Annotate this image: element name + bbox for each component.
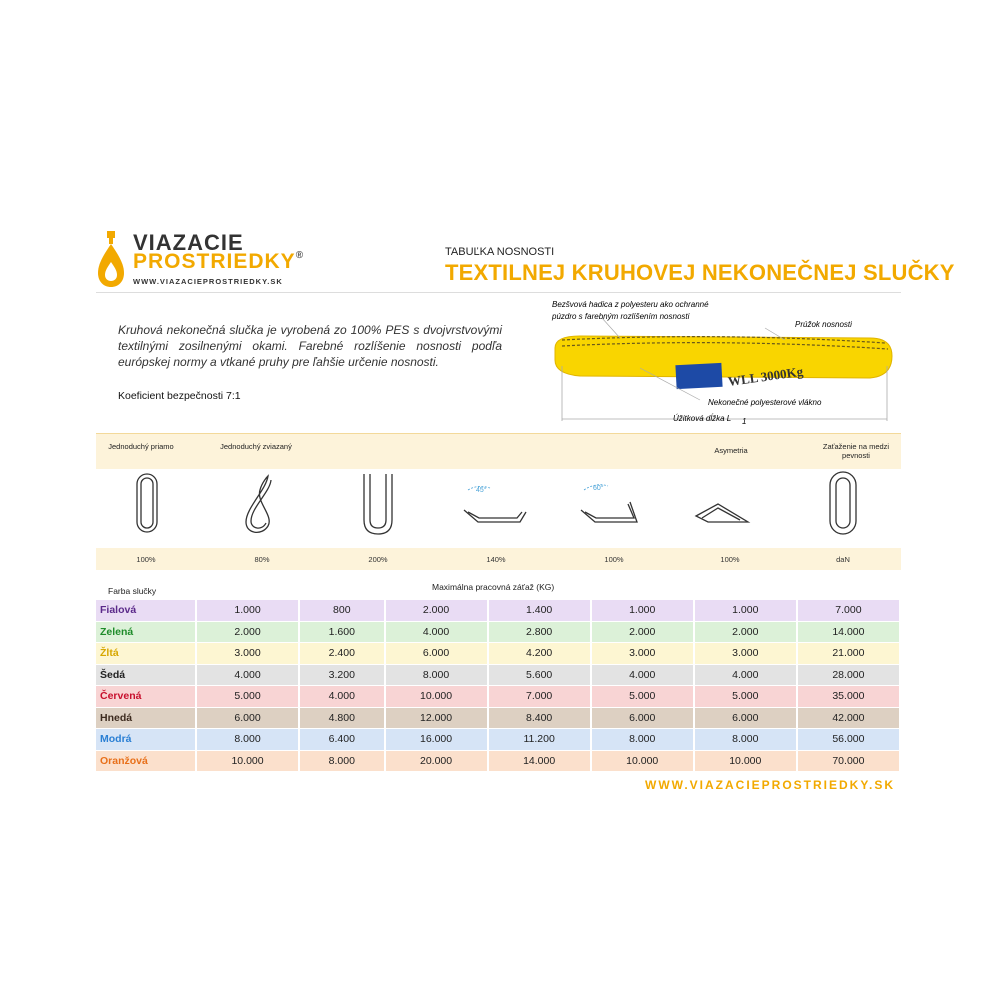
color-name-cell: Oranžová bbox=[96, 750, 196, 772]
ann-length: Úžitková dĺžka L bbox=[673, 414, 732, 423]
factor-7: daN bbox=[836, 555, 850, 564]
table-label: TABUĽKA NOSNOSTI bbox=[445, 246, 555, 258]
registered-mark: ® bbox=[295, 250, 305, 261]
load-value-cell: 1.400 bbox=[488, 600, 591, 621]
asymmetric-icon bbox=[696, 504, 748, 522]
modes-header-band bbox=[96, 433, 901, 469]
load-value-cell: 1.000 bbox=[591, 600, 694, 621]
color-name-cell: Červená bbox=[96, 686, 196, 708]
ann-hose-2: púzdro s farebným rozlíšením nosnosti bbox=[552, 312, 690, 321]
load-value-cell: 2.000 bbox=[196, 621, 299, 643]
load-value-cell: 7.000 bbox=[797, 600, 900, 621]
mode-header-6: Asymetria bbox=[714, 446, 748, 455]
load-value-cell: 70.000 bbox=[797, 750, 900, 772]
load-value-cell: 8.000 bbox=[591, 729, 694, 751]
factor-3: 200% bbox=[368, 555, 388, 564]
load-value-cell: 4.000 bbox=[385, 621, 488, 643]
load-value-cell: 16.000 bbox=[385, 729, 488, 751]
choke-lift-icon bbox=[246, 476, 271, 532]
brand-line2 bbox=[133, 250, 304, 274]
load-value-cell: 6.000 bbox=[385, 643, 488, 665]
load-value-cell: 5.000 bbox=[694, 686, 797, 708]
footer-url: WWW.VIAZACIEPROSTRIEDKY.SK bbox=[645, 778, 896, 792]
color-name-cell: Zelená bbox=[96, 621, 196, 643]
mode-header-1: Jednoduchý priamo bbox=[108, 442, 174, 451]
load-value-cell: 4.000 bbox=[591, 664, 694, 686]
color-name-cell: Šedá bbox=[96, 664, 196, 686]
load-value-cell: 14.000 bbox=[488, 750, 591, 772]
load-value-cell: 7.000 bbox=[488, 686, 591, 708]
load-value-cell: 42.000 bbox=[797, 707, 900, 729]
load-value-cell: 35.000 bbox=[797, 686, 900, 708]
load-value-cell: 5.600 bbox=[488, 664, 591, 686]
lifting-modes-pictograms bbox=[96, 468, 901, 548]
load-value-cell: 1.000 bbox=[694, 600, 797, 621]
breaking-load-icon bbox=[830, 472, 856, 534]
load-value-cell: 2.400 bbox=[299, 643, 384, 665]
wll-tag bbox=[675, 363, 722, 389]
basket-lift-icon bbox=[364, 474, 392, 534]
load-value-cell: 2.000 bbox=[694, 621, 797, 643]
brand-line1: VIAZACIE bbox=[133, 230, 244, 255]
load-value-cell: 14.000 bbox=[797, 621, 900, 643]
factors-band bbox=[96, 548, 901, 570]
load-value-cell: 800 bbox=[299, 600, 384, 621]
wll-tag-text: WLL 3000Kg bbox=[727, 363, 804, 389]
load-value-cell: 6.000 bbox=[694, 707, 797, 729]
table-row bbox=[96, 643, 900, 665]
header-divider bbox=[96, 292, 901, 293]
table-row bbox=[96, 750, 900, 772]
load-value-cell: 4.800 bbox=[299, 707, 384, 729]
load-table bbox=[96, 600, 901, 772]
load-value-cell: 5.000 bbox=[591, 686, 694, 708]
mode-header-7: Zaťaženie na medzi pevnosti bbox=[822, 442, 890, 460]
load-value-cell: 4.000 bbox=[694, 664, 797, 686]
load-value-cell: 6.000 bbox=[196, 707, 299, 729]
load-value-cell: 3.200 bbox=[299, 664, 384, 686]
load-value-cell: 5.000 bbox=[196, 686, 299, 708]
load-value-cell: 6.400 bbox=[299, 729, 384, 751]
load-value-cell: 10.000 bbox=[591, 750, 694, 772]
load-value-cell: 4.000 bbox=[196, 664, 299, 686]
basket-60-icon bbox=[581, 484, 637, 522]
color-name-cell: Hnedá bbox=[96, 707, 196, 729]
safety-coefficient: Koeficient bezpečnosti 7:1 bbox=[118, 390, 241, 402]
brand-url: WWW.VIAZACIEPROSTRIEDKY.SK bbox=[133, 277, 283, 286]
load-value-cell: 8.000 bbox=[694, 729, 797, 751]
load-value-cell: 21.000 bbox=[797, 643, 900, 665]
factor-5: 100% bbox=[604, 555, 624, 564]
load-value-cell: 56.000 bbox=[797, 729, 900, 751]
load-value-cell: 11.200 bbox=[488, 729, 591, 751]
load-value-cell: 10.000 bbox=[694, 750, 797, 772]
table-row bbox=[96, 664, 900, 686]
load-value-cell: 10.000 bbox=[196, 750, 299, 772]
angle-60-label: 60° bbox=[593, 485, 604, 492]
page-title: TEXTILNEJ KRUHOVEJ NEKONEČNEJ SLUČKY bbox=[445, 260, 955, 285]
load-value-cell: 1.600 bbox=[299, 621, 384, 643]
factor-6: 100% bbox=[720, 555, 740, 564]
load-value-cell: 2.000 bbox=[385, 600, 488, 621]
load-value-cell: 8.000 bbox=[385, 664, 488, 686]
load-value-cell: 4.200 bbox=[488, 643, 591, 665]
color-name-cell: Fialová bbox=[96, 600, 196, 621]
sling-illustration bbox=[540, 296, 900, 431]
hook-logo-icon bbox=[96, 229, 126, 289]
load-value-cell: 20.000 bbox=[385, 750, 488, 772]
load-value-cell: 6.000 bbox=[591, 707, 694, 729]
ann-hose: Bezšvová hadica z polyesteru ako ochranné bbox=[552, 300, 709, 309]
factor-1: 100% bbox=[136, 555, 156, 564]
load-value-cell: 2.800 bbox=[488, 621, 591, 643]
table-row bbox=[96, 686, 900, 708]
ann-stripe: Prúžok nosnosti bbox=[795, 320, 852, 329]
load-value-cell: 3.000 bbox=[196, 643, 299, 665]
basket-45-icon bbox=[464, 486, 526, 522]
table-row bbox=[96, 707, 900, 729]
ann-fiber: Nekonečné polyesterové vlákno bbox=[708, 398, 822, 407]
load-value-cell: 8.000 bbox=[299, 750, 384, 772]
straight-lift-icon bbox=[137, 474, 157, 532]
factor-2: 80% bbox=[254, 555, 270, 564]
factor-4: 140% bbox=[486, 555, 506, 564]
color-column-header: Farba slučky bbox=[108, 586, 157, 596]
load-value-cell: 3.000 bbox=[694, 643, 797, 665]
angle-45-label: 45° bbox=[476, 487, 487, 494]
load-value-cell: 8.000 bbox=[196, 729, 299, 751]
brand-line2-text: PROSTRIEDKY bbox=[133, 250, 296, 273]
load-value-cell: 4.000 bbox=[299, 686, 384, 708]
table-row bbox=[96, 621, 900, 643]
load-value-cell: 12.000 bbox=[385, 707, 488, 729]
product-description: Kruhová nekonečná slučka je vyrobená zo 100% PES s dvojvrstvovými textilnými zosilnenými okami. Farebné rozlíšenie nosnosti podľa európskej normy a vtkané pruhy pre ľahšie určenie nosnosti. bbox=[118, 323, 502, 369]
load-value-cell: 1.000 bbox=[196, 600, 299, 621]
table-row bbox=[96, 600, 900, 621]
mode-header-2: Jednoduchý zviazaný bbox=[220, 442, 292, 451]
table-row bbox=[96, 729, 900, 751]
load-value-cell: 2.000 bbox=[591, 621, 694, 643]
color-name-cell: Žltá bbox=[96, 643, 196, 665]
load-value-cell: 28.000 bbox=[797, 664, 900, 686]
load-value-cell: 8.400 bbox=[488, 707, 591, 729]
max-load-header: Maximálna pracovná záťaž (KG) bbox=[432, 582, 555, 592]
ann-length-sub: 1 bbox=[742, 417, 747, 426]
load-value-cell: 10.000 bbox=[385, 686, 488, 708]
load-value-cell: 3.000 bbox=[591, 643, 694, 665]
color-name-cell: Modrá bbox=[96, 729, 196, 751]
